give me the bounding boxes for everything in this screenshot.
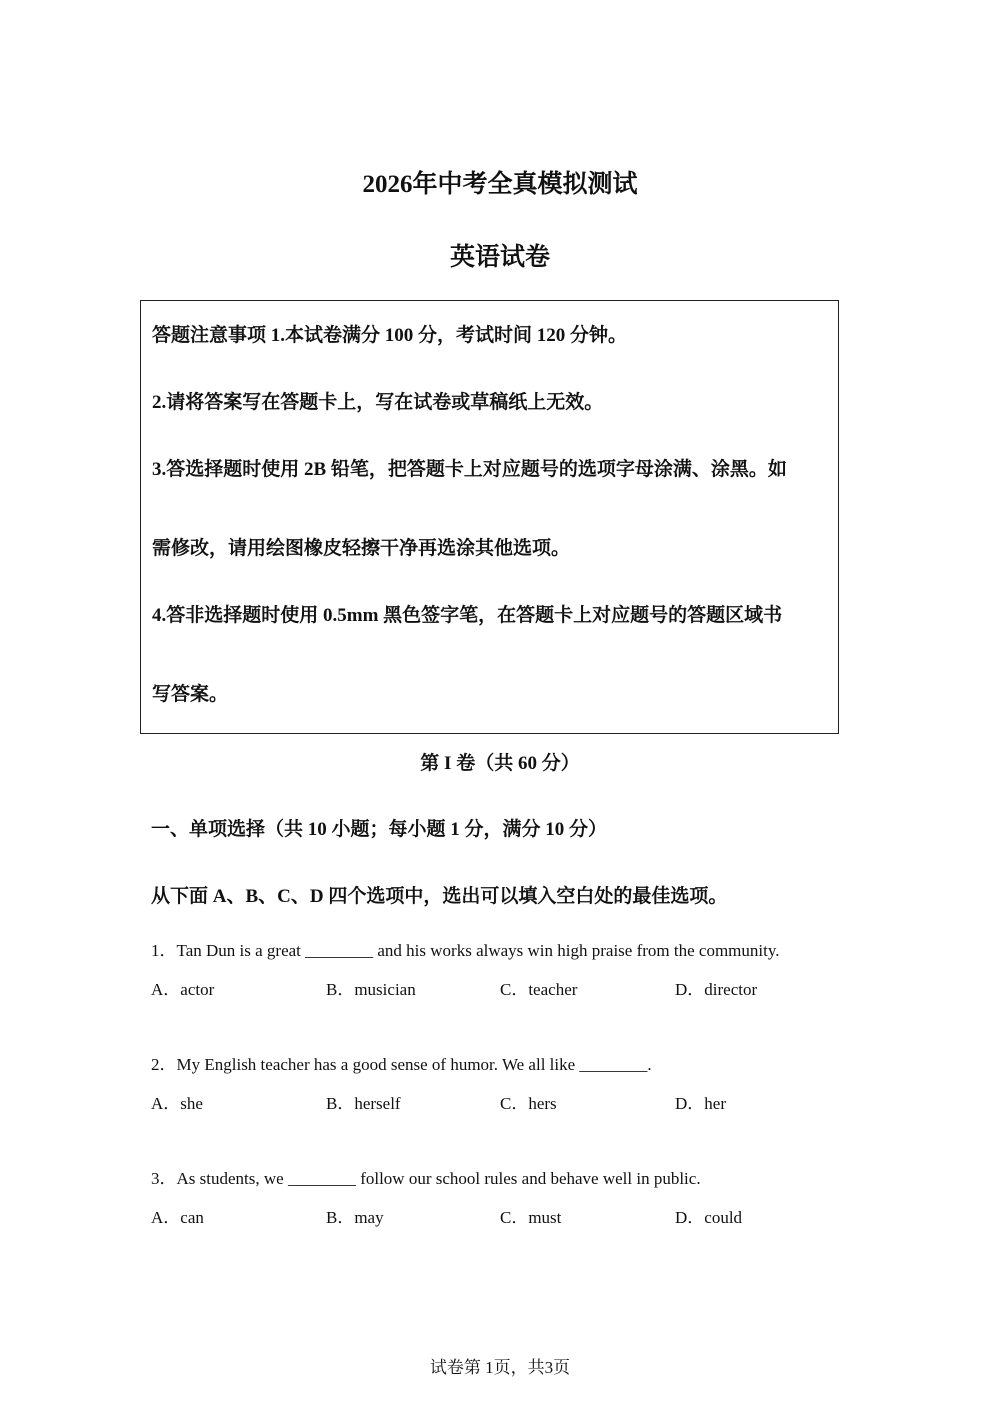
question-stem: 2．My English teacher has a good sense of humor. We all like ________. <box>151 1055 652 1074</box>
notice-line: 4.答非选择题时使用 0.5mm 黑色签字笔，在答题卡上对应题号的答题区域书 <box>152 605 783 626</box>
option-d: D．her <box>675 1094 726 1113</box>
option-a: A．she <box>151 1094 203 1113</box>
notice-line: 3.答选择题时使用 2B 铅笔，把答题卡上对应题号的选项字母涂满、涂黑。如 <box>152 459 787 480</box>
option-c: C．hers <box>500 1094 557 1113</box>
option-b: B．musician <box>326 980 416 999</box>
section-instruction: 从下面 A、B、C、D 四个选项中，选出可以填入空白处的最佳选项。 <box>151 886 728 907</box>
option-c: C．teacher <box>500 980 578 999</box>
section-heading: 一、单项选择（共 10 小题；每小题 1 分，满分 10 分） <box>151 819 608 840</box>
exam-subject: 英语试卷 <box>449 244 550 271</box>
page-footer: 试卷第 1页，共3页 <box>429 1358 571 1377</box>
option-d: D．director <box>675 980 758 999</box>
option-a: A．actor <box>151 980 215 999</box>
notice-line: 答题注意事项 1.本试卷满分 100 分，考试时间 120 分钟。 <box>152 325 628 346</box>
option-b: B．herself <box>326 1094 401 1113</box>
notice-line: 2.请将答案写在答题卡上，写在试卷或草稿纸上无效。 <box>152 392 604 413</box>
option-c: C．must <box>500 1208 562 1227</box>
question-stem: 1．Tan Dun is a great ________ and his works always win high praise from the community. <box>151 941 780 960</box>
option-d: D．could <box>675 1208 743 1227</box>
notice-line: 写答案。 <box>152 684 229 705</box>
exam-title: 2026年中考全真模拟测试 <box>362 171 638 198</box>
option-a: A．can <box>151 1208 204 1227</box>
option-b: B．may <box>326 1208 384 1227</box>
question-stem: 3．As students, we ________ follow our school rules and behave well in public. <box>151 1169 701 1188</box>
part-heading: 第 I 卷（共 60 分） <box>420 753 580 774</box>
notice-line: 需修改，请用绘图橡皮轻擦干净再选涂其他选项。 <box>152 538 571 559</box>
notice-box <box>140 300 839 734</box>
